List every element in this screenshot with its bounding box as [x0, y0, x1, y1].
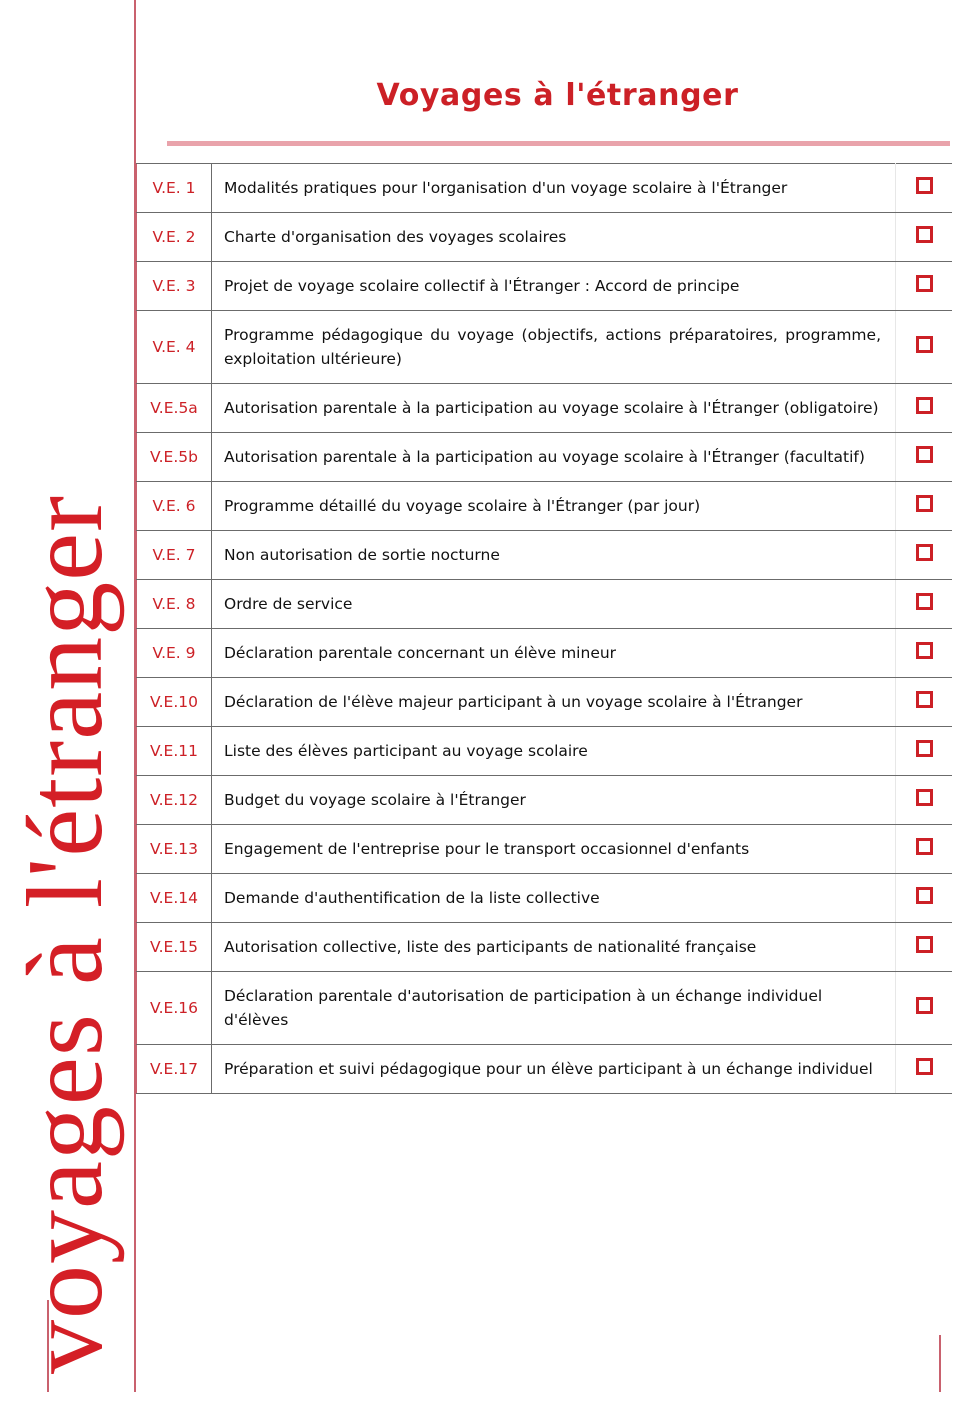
checkbox-icon[interactable] [916, 593, 933, 610]
row-label: Déclaration parentale concernant un élève mineur [212, 629, 896, 678]
row-code: V.E.15 [137, 923, 212, 972]
checkbox-icon[interactable] [916, 887, 933, 904]
row-checkbox-cell[interactable] [896, 776, 953, 825]
row-code: V.E.14 [137, 874, 212, 923]
row-checkbox-cell[interactable] [896, 213, 953, 262]
row-label: Engagement de l'entreprise pour le transport occasionnel d'enfants [212, 825, 896, 874]
checkbox-icon[interactable] [916, 740, 933, 757]
page-title: Voyages à l'étranger [376, 78, 739, 113]
row-label: Modalités pratiques pour l'organisation d'un voyage scolaire à l'Étranger [212, 164, 896, 213]
row-label: Programme détaillé du voyage scolaire à l'Étranger (par jour) [212, 482, 896, 531]
row-code: V.E.5a [137, 384, 212, 433]
table-row [137, 433, 953, 482]
row-label: Budget du voyage scolaire à l'Étranger [212, 776, 896, 825]
checkbox-icon[interactable] [916, 997, 933, 1014]
row-checkbox-cell[interactable] [896, 311, 953, 384]
checkbox-icon[interactable] [916, 275, 933, 292]
row-code: V.E.5b [137, 433, 212, 482]
row-code: V.E. 1 [137, 164, 212, 213]
table-row [137, 727, 953, 776]
checkbox-icon[interactable] [916, 691, 933, 708]
table-row [137, 262, 953, 311]
row-code: V.E. 8 [137, 580, 212, 629]
table-row [137, 776, 953, 825]
table-row [137, 164, 953, 213]
table-row [137, 874, 953, 923]
row-code: V.E. 9 [137, 629, 212, 678]
table-row [137, 384, 953, 433]
row-checkbox-cell[interactable] [896, 531, 953, 580]
row-code: V.E. 4 [137, 311, 212, 384]
row-checkbox-cell[interactable] [896, 629, 953, 678]
checkbox-icon[interactable] [916, 177, 933, 194]
row-label: Charte d'organisation des voyages scolaires [212, 213, 896, 262]
sidebar-vertical-title: voyages à l'étranger [6, 494, 125, 1374]
row-code: V.E.10 [137, 678, 212, 727]
row-checkbox-cell[interactable] [896, 678, 953, 727]
table-row [137, 972, 953, 1045]
row-code: V.E. 3 [137, 262, 212, 311]
title-divider-rule [167, 141, 950, 146]
row-checkbox-cell[interactable] [896, 262, 953, 311]
checkbox-icon[interactable] [916, 789, 933, 806]
row-label: Autorisation collective, liste des participants de nationalité française [212, 923, 896, 972]
row-code: V.E. 2 [137, 213, 212, 262]
row-checkbox-cell[interactable] [896, 727, 953, 776]
table-row [137, 213, 953, 262]
table-row [137, 531, 953, 580]
row-label: Ordre de service [212, 580, 896, 629]
table-row [137, 580, 953, 629]
table-row [137, 311, 953, 384]
row-code: V.E.16 [137, 972, 212, 1045]
checkbox-icon[interactable] [916, 1058, 933, 1075]
row-checkbox-cell[interactable] [896, 1045, 953, 1094]
table-row [137, 678, 953, 727]
row-code: V.E.11 [137, 727, 212, 776]
row-checkbox-cell[interactable] [896, 972, 953, 1045]
row-label: Préparation et suivi pédagogique pour un élève participant à un échange individuel [212, 1045, 896, 1094]
row-label: Autorisation parentale à la participation au voyage scolaire à l'Étranger (obligatoire) [212, 384, 896, 433]
table-row [137, 482, 953, 531]
row-label: Déclaration de l'élève majeur participant à un voyage scolaire à l'Étranger [212, 678, 896, 727]
row-code: V.E. 7 [137, 531, 212, 580]
row-code: V.E.13 [137, 825, 212, 874]
row-label: Projet de voyage scolaire collectif à l'Étranger : Accord de principe [212, 262, 896, 311]
checkbox-icon[interactable] [916, 642, 933, 659]
row-label: Demande d'authentification de la liste collective [212, 874, 896, 923]
row-label: Déclaration parentale d'autorisation de participation à un échange individuel d'élèves [212, 972, 896, 1045]
row-checkbox-cell[interactable] [896, 482, 953, 531]
row-code: V.E.12 [137, 776, 212, 825]
table-row [137, 923, 953, 972]
table-row [137, 1045, 953, 1094]
row-checkbox-cell[interactable] [896, 164, 953, 213]
row-label: Liste des élèves participant au voyage scolaire [212, 727, 896, 776]
row-checkbox-cell[interactable] [896, 923, 953, 972]
checkbox-icon[interactable] [916, 936, 933, 953]
row-checkbox-cell[interactable] [896, 825, 953, 874]
row-checkbox-cell[interactable] [896, 874, 953, 923]
row-code: V.E.17 [137, 1045, 212, 1094]
row-checkbox-cell[interactable] [896, 580, 953, 629]
row-checkbox-cell[interactable] [896, 433, 953, 482]
table-row [137, 825, 953, 874]
page-frame-line-right [939, 1335, 941, 1392]
table-row [137, 629, 953, 678]
row-label: Non autorisation de sortie nocturne [212, 531, 896, 580]
checklist-table [136, 163, 952, 1094]
checkbox-icon[interactable] [916, 226, 933, 243]
row-checkbox-cell[interactable] [896, 384, 953, 433]
checkbox-icon[interactable] [916, 397, 933, 414]
checkbox-icon[interactable] [916, 544, 933, 561]
checkbox-icon[interactable] [916, 446, 933, 463]
checkbox-icon[interactable] [916, 336, 933, 353]
checkbox-icon[interactable] [916, 838, 933, 855]
checkbox-icon[interactable] [916, 495, 933, 512]
row-label: Programme pédagogique du voyage (objectifs, actions préparatoires, programme, exploitation ultérieure) [212, 311, 896, 384]
row-code: V.E. 6 [137, 482, 212, 531]
row-label: Autorisation parentale à la participation au voyage scolaire à l'Étranger (facultatif) [212, 433, 896, 482]
